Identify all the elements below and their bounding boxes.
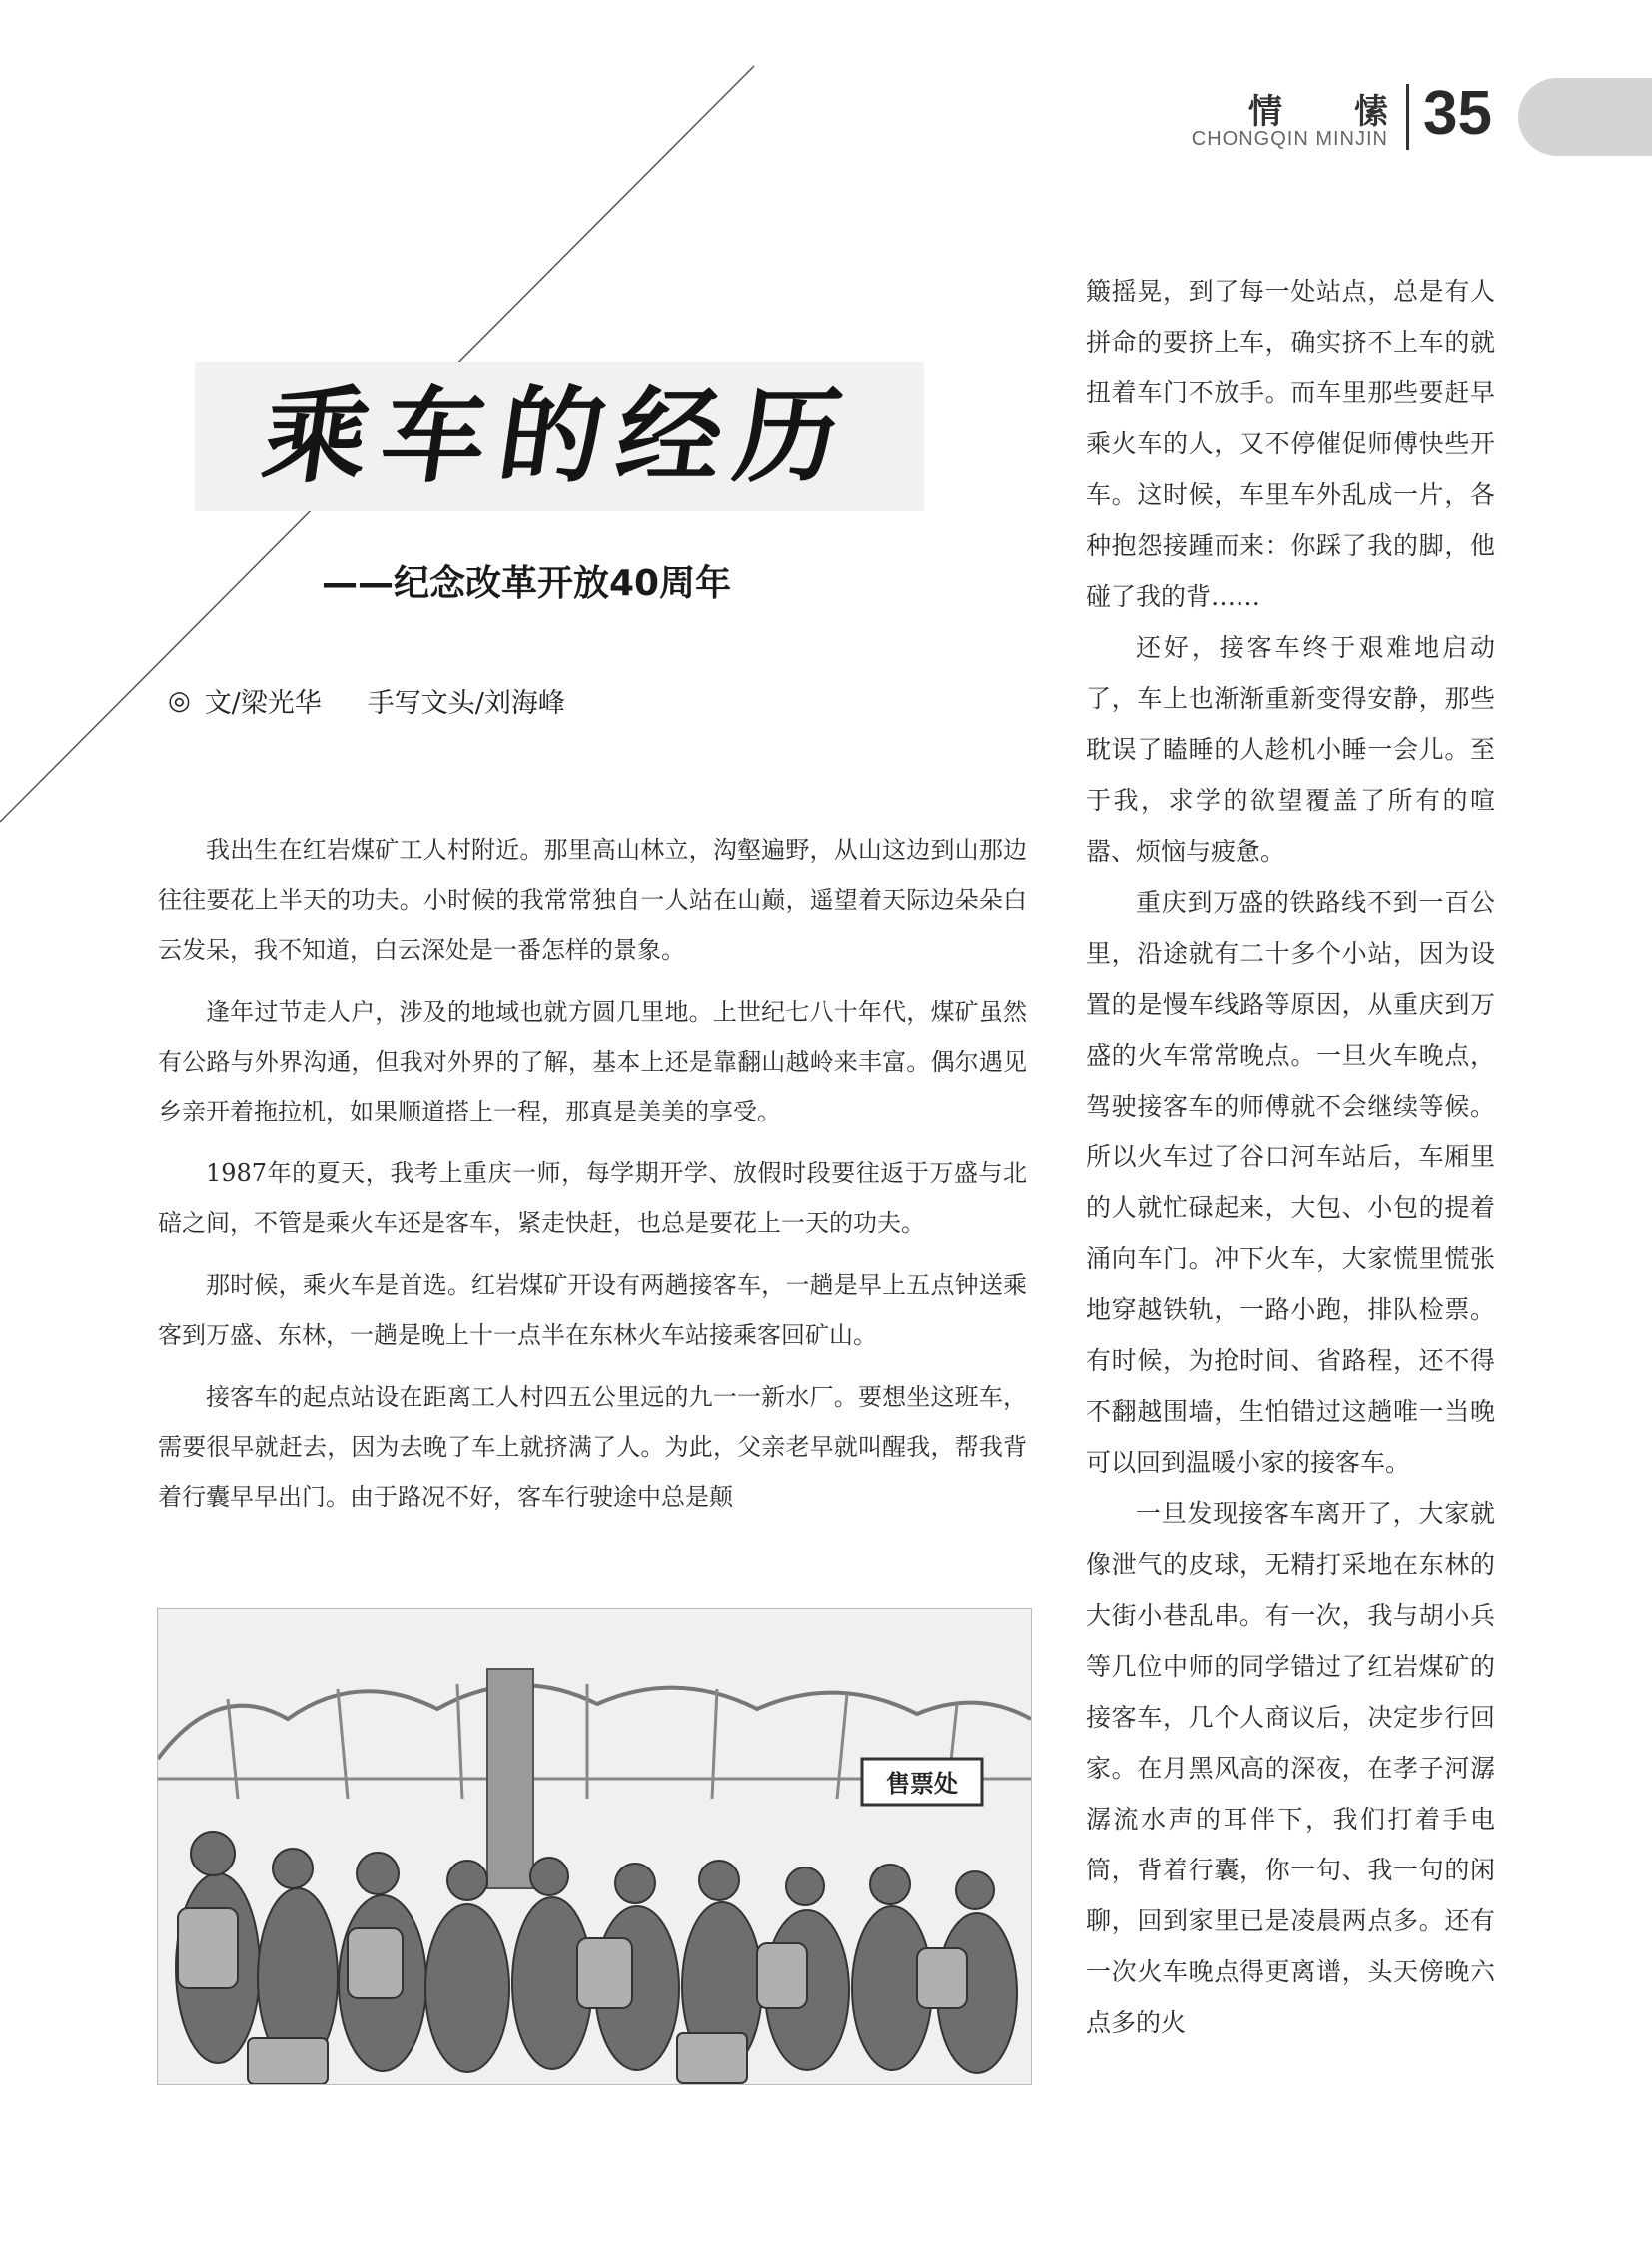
article-subtitle: ——纪念改革开放40周年 (322, 563, 732, 604)
paragraph: 我出生在红岩煤矿工人村附近。那里高山林立，沟壑遍野，从山这边到山那边往往要花上半天的功夫。小时候的我常常独自一人站在山巅，遥望着天际边朵朵白云发呆，我不知道，白云深处是一番怎样的景象。 (158, 836, 1027, 964)
calligraphy-title-box (195, 362, 924, 511)
paragraph: 一旦发现接客车离开了，大家就像泄气的皮球，无精打采地在东林的大街小巷乱串。有一次，我与胡小兵等几位中师的同学错过了红岩煤矿的接客车，几个人商议后，决定步行回家。在月黑风高的深夜，在孝子河潺潺流水声的耳伴下，我们打着手电筒，背着行囊，你一句、我一句的闲聊，回到家里已是凌晨两点多。还有一次火车晚点得更离谱，头天傍晚六点多的火 (1086, 1499, 1495, 2037)
page-number: 35 (1423, 79, 1492, 148)
byline (168, 681, 565, 720)
author-credit: 文/梁光华 (204, 688, 322, 719)
section-subtitle-en: CHONGQIN MINJIN (1191, 128, 1388, 150)
article-title: 乘车的经历 (256, 374, 863, 497)
paragraph: 逢年过节走人户，涉及的地域也就方圆几里地。上世纪七八十年代，煤矿虽然有公路与外界沟通，但我对外界的了解，基本上还是靠翻山越岭来丰富。偶尔遇见乡亲开着拖拉机，如果顺道搭上一程，那真是美美的享受。 (158, 998, 1027, 1125)
paragraph: 重庆到万盛的铁路线不到一百公里，沿途就有二十多个小站，因为设置的是慢车线路等原因，从重庆到万盛的火车常常晚点。一旦火车晚点，驾驶接客车的师傅就不会继续等候。所以火车过了谷口河车站后，车厢里的人就忙碌起来，大包、小包的提着涌向车门。冲下火车，大家慌里慌张地穿越铁轨，一路小跑，排队检票。有时候，为抢时间、省路程，还不得不翻越围墙，生怕错过这趟唯一当晚可以回到温暖小家的接客车。 (1086, 888, 1495, 1477)
section-title (1248, 84, 1388, 133)
calligraphy-credit: 手写文头/刘海峰 (367, 688, 565, 719)
ticket-office-sign: 售票处 (886, 1770, 958, 1798)
section-title-char-2: 愫 (1354, 92, 1388, 132)
paragraph: 接客车的起点站设在距离工人村四五公里远的九一一新水厂。要想坐这班车，需要很早就赶去，因为去晚了车上就挤满了人。为此，父亲老早就叫醒我，帮我背着行囊早早出门。由于路况不好，客车行驶途中总是颠 (158, 1383, 1027, 1511)
section-title-char-1: 情 (1248, 92, 1282, 132)
paragraph: 那时候，乘火车是首选。红岩煤矿开设有两趟接客车，一趟是早上五点钟送乘客到万盛、东林，一趟是晚上十一点半在东林火车站接乘客回矿山。 (158, 1271, 1027, 1349)
left-column-body (158, 825, 1027, 1522)
paragraph: 簸摇晃，到了每一处站点，总是有人拼命的要挤上车，确实挤不上车的就扭着车门不放手。而车里那些要赶早乘火车的人，又不停催促师傅快些开车。这时候，车里车外乱成一片，各种抱怨接踵而来：你踩了我的脚，他碰了我的背…… (1086, 277, 1495, 611)
page-tab-decoration (1518, 78, 1652, 156)
header-divider (1406, 84, 1409, 150)
right-column-body (1086, 266, 1495, 2048)
paragraph: 还好，接客车终于艰难地启动了，车上也渐渐重新变得安静，那些耽误了瞌睡的人趁机小睡一会儿。至于我，求学的欲望覆盖了所有的喧嚣、烦恼与疲惫。 (1086, 633, 1495, 866)
station-crowd-illustration (157, 1608, 1032, 2085)
paragraph: 1987年的夏天，我考上重庆一师，每学期开学、放假时段要往返于万盛与北碚之间，不管是乘火车还是客车，紧走快赶，也总是要花上一天的功夫。 (158, 1159, 1027, 1237)
byline-mark-icon: ◎ (168, 685, 191, 716)
